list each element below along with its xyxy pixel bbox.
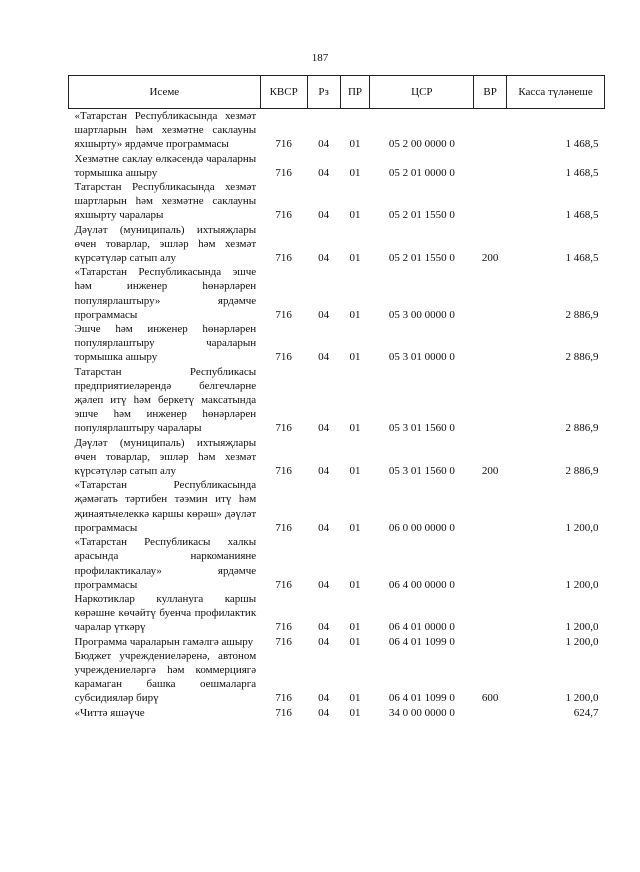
table-row xyxy=(69,109,605,152)
cell-rz: 04 xyxy=(318,209,330,222)
table-row xyxy=(69,436,605,479)
cell-kvsr: 716 xyxy=(275,635,292,648)
cell-amount: 2 886,9 xyxy=(565,422,599,435)
cell-name: «Татарстан Республикасында эшче һәм инженер һөнәрләрен популярлаштыру» ярдәмче программасы xyxy=(74,266,257,321)
table-row xyxy=(69,152,605,180)
cell-vr: 200 xyxy=(481,465,499,478)
cell-name: Дәүләт (муниципаль) ихтыяҗлары өчен товарлар, эшләр һәм хезмәт күрсәтүләр сатып алу xyxy=(74,436,257,478)
cell-pr: 01 xyxy=(349,465,361,478)
cell-vr xyxy=(474,478,507,535)
cell-pr: 01 xyxy=(349,166,361,179)
cell-name: Дәүләт (муниципаль) ихтыяҗлары өчен товарлар, эшләр һәм хезмәт күрсәтүләр сатып алу xyxy=(74,223,257,265)
cell-vr xyxy=(474,322,507,365)
table-row xyxy=(69,535,605,592)
cell-name: Бюджет учреждениеләренә, автоном учреждениеләргә һәм коммерциягә карамаган башка оешмаларга субсидияләр бирү xyxy=(74,649,257,705)
header-vr: ВР xyxy=(474,76,507,109)
cell-rz: 04 xyxy=(318,578,330,591)
cell-name: Татарстан Республикасы предприятиеләрендә белгечләрне җәлеп итү һәм беркетү максатында эшче һәм инженер һөнәрләрен популярлаштыру чаралары xyxy=(74,365,257,435)
cell-name: «Татарстан Республикасы халкы арасында наркоманияне профилактикалау» ярдәмче программасы xyxy=(74,536,257,591)
cell-rz: 04 xyxy=(318,351,330,364)
budget-table xyxy=(68,75,605,720)
cell-pr: 01 xyxy=(349,422,361,435)
header-kassa: Касса түләнеше xyxy=(507,76,605,109)
cell-kvsr: 716 xyxy=(275,351,292,364)
cell-kvsr: 716 xyxy=(275,578,292,591)
table-row xyxy=(69,365,605,436)
table-row xyxy=(69,592,605,635)
cell-kvsr: 716 xyxy=(275,166,292,179)
cell-pr: 01 xyxy=(349,252,361,265)
table-row xyxy=(69,635,605,649)
cell-rz: 04 xyxy=(318,138,330,151)
cell-pr: 01 xyxy=(349,138,361,151)
cell-name: Программа чараларын гамәлгә ашыру xyxy=(74,635,254,648)
cell-vr xyxy=(474,535,507,592)
cell-csr: 05 3 01 0000 0 xyxy=(388,351,455,364)
cell-amount: 2 886,9 xyxy=(565,308,599,321)
cell-name: «Татарстан Республикасында җәмәгать тәртибен тәэмин итү һәм җинаятьчелеккә каршы көрәш» дәүләт программасы xyxy=(74,479,257,534)
cell-name: «Читтә яшәүче xyxy=(74,706,145,719)
table-body xyxy=(69,109,605,720)
cell-name: Эшче һәм инженер һөнәрләрен популярлаштыру чараларын тормышка ашыру xyxy=(74,323,257,364)
cell-vr xyxy=(474,592,507,635)
cell-csr: 05 3 01 1560 0 xyxy=(388,422,455,435)
cell-name: Хезмәтне саклау өлкәсендә чараларны тормышка ашыру xyxy=(74,152,257,179)
cell-vr xyxy=(474,635,507,649)
cell-amount: 1 468,5 xyxy=(565,166,599,179)
cell-pr: 01 xyxy=(349,578,361,591)
cell-csr: 06 4 01 1099 0 xyxy=(388,692,455,705)
cell-amount: 624,7 xyxy=(573,706,599,719)
table-row xyxy=(69,223,605,266)
cell-kvsr: 716 xyxy=(275,706,292,719)
cell-kvsr: 716 xyxy=(275,692,292,705)
cell-rz: 04 xyxy=(318,706,330,719)
cell-name: Наркотиклар куллануга каршы көрәшне көчәйтү буенча профилактик чаралар үткәрү xyxy=(74,592,257,634)
cell-kvsr: 716 xyxy=(275,138,292,151)
header-pr: ПР xyxy=(340,76,370,109)
cell-csr: 05 2 01 0000 0 xyxy=(388,166,455,179)
table-row xyxy=(69,180,605,223)
cell-rz: 04 xyxy=(318,521,330,534)
cell-pr: 01 xyxy=(349,308,361,321)
cell-kvsr: 716 xyxy=(275,308,292,321)
cell-amount: 1 200,0 xyxy=(565,578,599,591)
cell-amount: 1 468,5 xyxy=(565,209,599,222)
cell-kvsr: 716 xyxy=(275,465,292,478)
header-rz: Рз xyxy=(307,76,340,109)
cell-kvsr: 716 xyxy=(275,209,292,222)
cell-vr xyxy=(474,109,507,152)
cell-csr: 05 2 00 0000 0 xyxy=(388,138,455,151)
cell-csr: 05 3 01 1560 0 xyxy=(388,465,455,478)
table-row xyxy=(69,706,605,720)
cell-name: «Татарстан Республикасында хезмәт шартларын һәм хезмәтне саклауны яхшырту» ярдәмче программасы xyxy=(74,110,257,151)
cell-kvsr: 716 xyxy=(275,621,292,634)
cell-vr: 600 xyxy=(481,692,499,705)
cell-amount: 2 886,9 xyxy=(565,465,599,478)
cell-rz: 04 xyxy=(318,252,330,265)
cell-rz: 04 xyxy=(318,166,330,179)
cell-csr: 06 0 00 0000 0 xyxy=(388,521,455,534)
cell-csr: 05 3 00 0000 0 xyxy=(388,308,455,321)
cell-csr: 34 0 00 0000 0 xyxy=(388,706,455,719)
cell-vr xyxy=(474,706,507,720)
table-row xyxy=(69,322,605,365)
cell-vr xyxy=(474,265,507,322)
cell-amount: 1 468,5 xyxy=(565,138,599,151)
cell-vr xyxy=(474,152,507,180)
cell-amount: 2 886,9 xyxy=(565,351,599,364)
cell-rz: 04 xyxy=(318,465,330,478)
header-kvsr: КВСР xyxy=(260,76,307,109)
cell-vr xyxy=(474,365,507,436)
cell-kvsr: 716 xyxy=(275,422,292,435)
cell-pr: 01 xyxy=(349,692,361,705)
cell-pr: 01 xyxy=(349,351,361,364)
cell-csr: 05 2 01 1550 0 xyxy=(388,209,455,222)
cell-vr: 200 xyxy=(481,252,499,265)
cell-csr: 06 4 00 0000 0 xyxy=(388,578,455,591)
cell-amount: 1 200,0 xyxy=(565,521,599,534)
cell-name: Татарстан Республикасында хезмәт шартларын һәм хезмәтне саклауны яхшырту чаралары xyxy=(74,181,257,222)
table-row xyxy=(69,265,605,322)
cell-amount: 1 200,0 xyxy=(565,692,599,705)
cell-vr xyxy=(474,180,507,223)
cell-pr: 01 xyxy=(349,621,361,634)
cell-amount: 1 200,0 xyxy=(565,635,599,648)
cell-rz: 04 xyxy=(318,422,330,435)
header-name: Исеме xyxy=(69,76,261,109)
cell-csr: 06 4 01 0000 0 xyxy=(388,621,455,634)
cell-pr: 01 xyxy=(349,209,361,222)
cell-pr: 01 xyxy=(349,706,361,719)
table-header xyxy=(69,76,605,109)
cell-kvsr: 716 xyxy=(275,521,292,534)
table-row xyxy=(69,649,605,706)
cell-amount: 1 200,0 xyxy=(565,621,599,634)
page-number: 187 xyxy=(311,52,329,64)
cell-csr: 06 4 01 1099 0 xyxy=(388,635,455,648)
header-csr: ЦСР xyxy=(370,76,474,109)
cell-rz: 04 xyxy=(318,635,330,648)
cell-rz: 04 xyxy=(318,308,330,321)
cell-pr: 01 xyxy=(349,635,361,648)
cell-rz: 04 xyxy=(318,692,330,705)
cell-pr: 01 xyxy=(349,521,361,534)
cell-rz: 04 xyxy=(318,621,330,634)
cell-csr: 05 2 01 1550 0 xyxy=(388,252,455,265)
cell-kvsr: 716 xyxy=(275,252,292,265)
cell-amount: 1 468,5 xyxy=(565,252,599,265)
table-row xyxy=(69,478,605,535)
